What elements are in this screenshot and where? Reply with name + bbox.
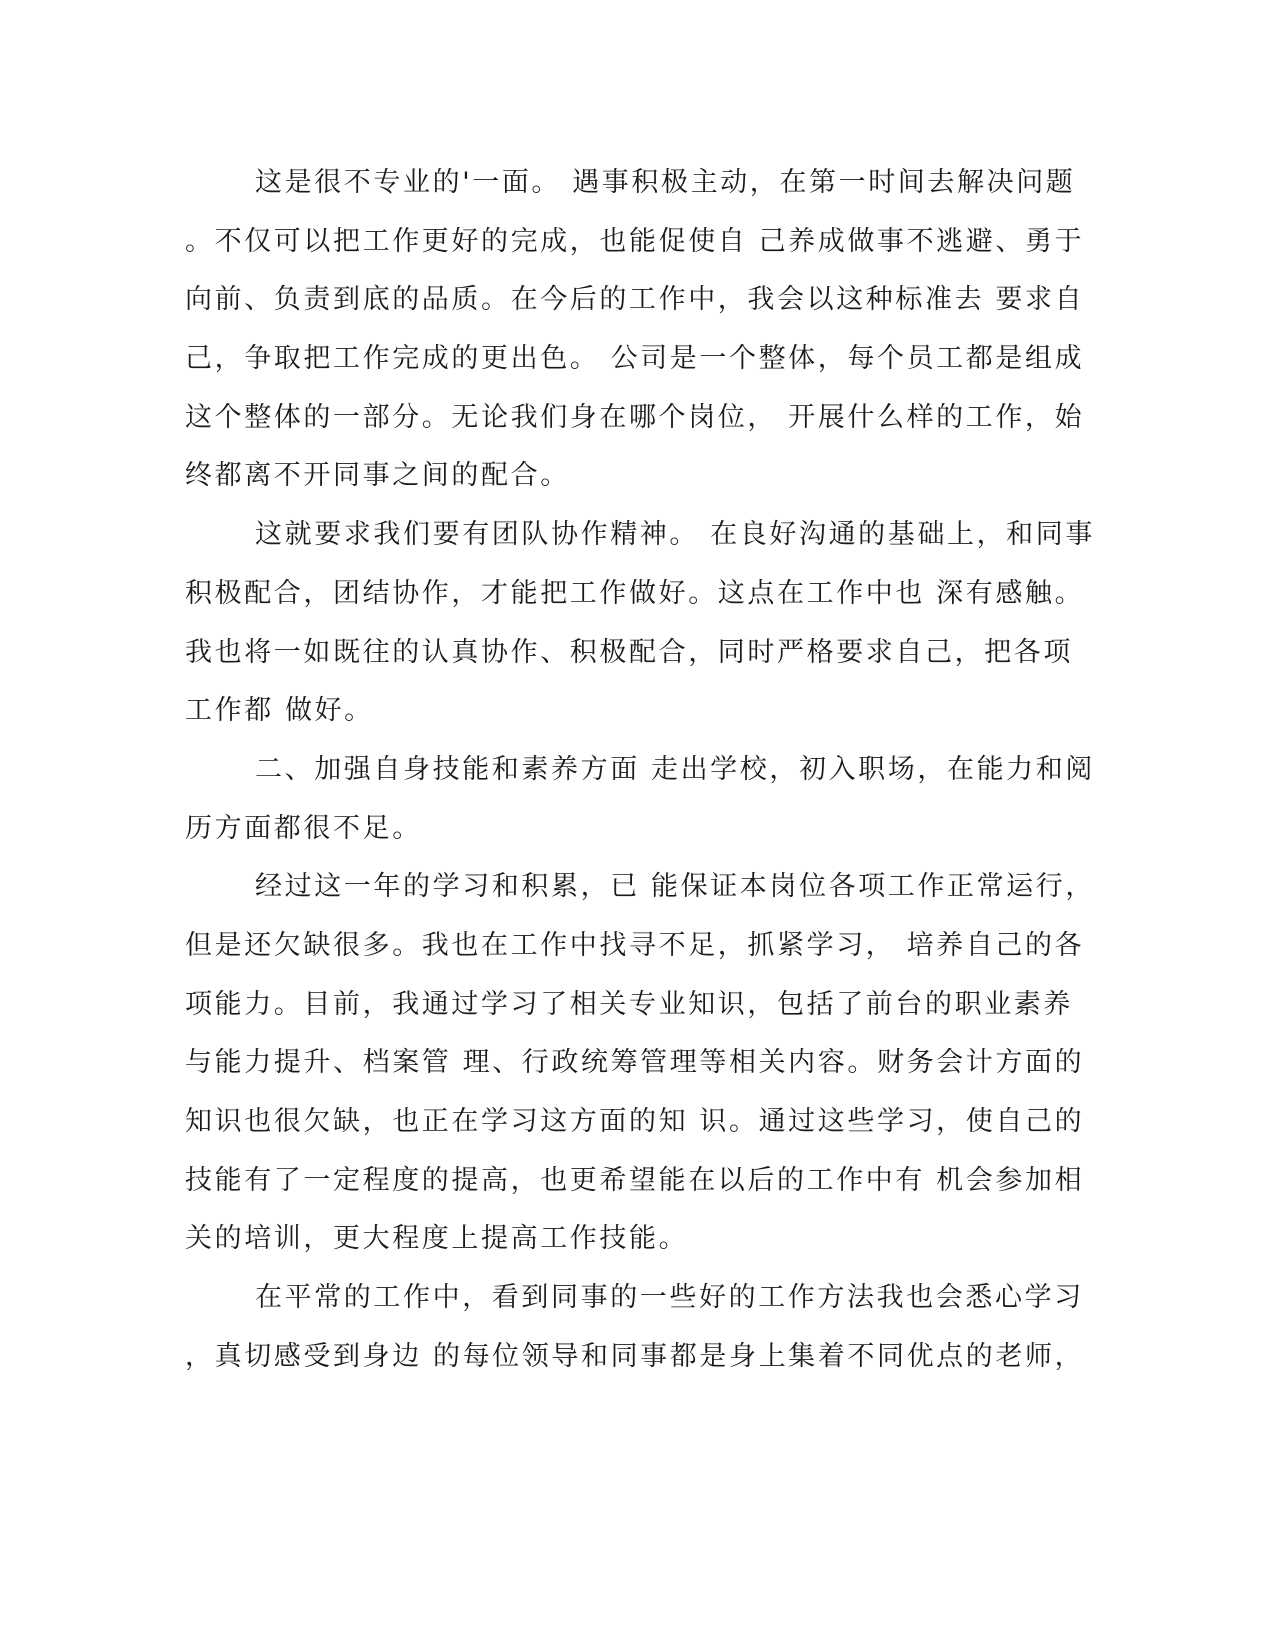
text-line: 但是还欠缺很多。我也在工作中找寻不足，抓紧学习， 培养自己的各: [185, 929, 1085, 961]
text-line: 我也将一如既往的认真协作、积极配合，同时严格要求自己，把各项: [185, 636, 1073, 668]
text-line: 向前、负责到底的品质。在今后的工作中，我会以这种标准去 要求自: [185, 284, 1085, 316]
text-line: 经过这一年的学习和积累，已 能保证本岗位各项工作正常运行，: [255, 871, 1095, 903]
text-line: 工作都 做好。: [185, 695, 374, 727]
text-line: 己，争取把工作完成的更出色。 公司是一个整体，每个员工都是组成: [185, 343, 1085, 375]
text-line: 终都离不开同事之间的配合。: [185, 460, 570, 492]
text-line: 在平常的工作中，看到同事的一些好的工作方法我也会悉心学习: [255, 1282, 1084, 1314]
body-text: [185, 154, 1275, 1386]
text-line: 关的培训，更大程度上提高工作技能。: [185, 1223, 689, 1255]
text-line: 这是很不专业的'一面。 遇事积极主动，在第一时间去解决问题: [255, 167, 1076, 198]
text-line: 这个整体的一部分。无论我们身在哪个岗位， 开展什么样的工作，始: [185, 401, 1085, 433]
text-line: 与能力提升、档案管 理、行政统筹管理等相关内容。财务会计方面的: [185, 1047, 1085, 1079]
text-line: 技能有了一定程度的提高，也更希望能在以后的工作中有 机会参加相: [185, 1164, 1085, 1196]
text-line: 历方面都很不足。: [185, 812, 422, 844]
text-line: 项能力。目前，我通过学习了相关专业知识，包括了前台的职业素养: [185, 988, 1073, 1020]
text-line: 这就要求我们要有团队协作精神。 在良好沟通的基础上，和同事: [255, 519, 1095, 551]
text-line: 。不仅可以把工作更好的完成，也能促使自 己养成做事不逃避、勇于: [185, 225, 1085, 257]
text-line: 二、加强自身技能和素养方面 走出学校，初入职场，在能力和阅: [255, 753, 1095, 785]
text-line: ，真切感受到身边 的每位领导和同事都是身上集着不同优点的老师，: [185, 1340, 1085, 1372]
text-line: 知识也很欠缺，也正在学习这方面的知 识。通过这些学习，使自己的: [185, 1106, 1085, 1137]
text-line: 积极配合，团结协作，才能把工作做好。这点在工作中也 深有感触。: [185, 577, 1085, 609]
